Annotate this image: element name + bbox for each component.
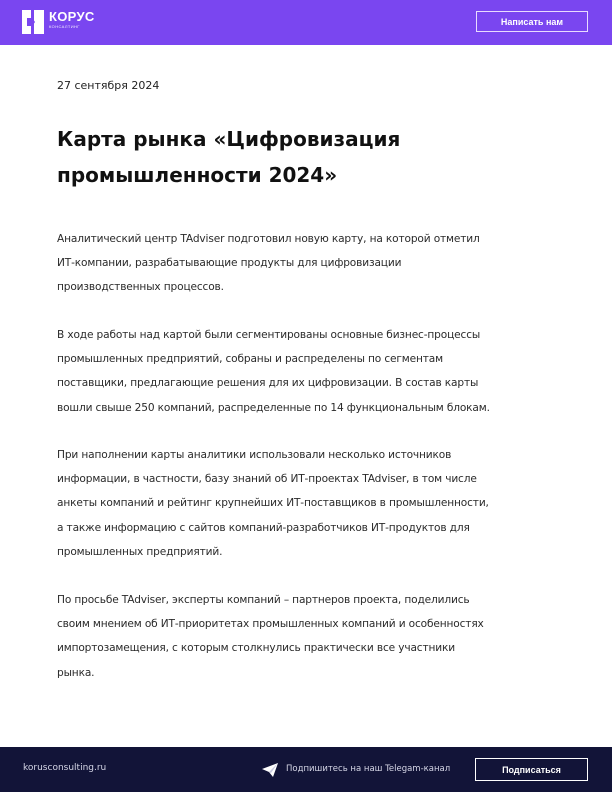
logo-wordmark: КОРУС bbox=[49, 9, 95, 24]
site-header bbox=[0, 0, 612, 45]
site-link[interactable]: korusconsulting.ru bbox=[23, 763, 107, 773]
paragraph-line: По просьбе TAdviser, эксперты компаний – партнеров проекта, поделились bbox=[57, 594, 470, 606]
title-line: Карта рынка «Цифровизация bbox=[57, 127, 401, 151]
paragraph-line: Аналитический центр TAdviser подготовил новую карту, на которой отметил bbox=[57, 233, 480, 245]
paragraph-line: ИТ-компании, разрабатывающие продукты для цифровизации bbox=[57, 257, 402, 270]
article-paragraph-1 bbox=[57, 227, 567, 300]
paragraph-line: своим мнением об ИТ-приоритетах промышленных компаний и особенностях bbox=[57, 618, 484, 631]
paragraph-line: информации, в частности, базу знаний об ИТ-проектах TAdviser, в том числе bbox=[57, 473, 477, 486]
article-paragraph-3 bbox=[57, 443, 567, 564]
subscribe-button[interactable]: Подписаться bbox=[475, 758, 588, 781]
write-us-button[interactable]: Написать нам bbox=[476, 11, 588, 32]
article-paragraph-2 bbox=[57, 323, 567, 420]
paragraph-line: а также информацию с сайтов компаний-разработчиков ИТ-продуктов для bbox=[57, 521, 470, 534]
article-date: 27 сентября 2024 bbox=[57, 79, 160, 92]
title-line: промышленности 2024» bbox=[57, 163, 338, 187]
logo-subtitle: КОНСАЛТИНГ bbox=[49, 24, 80, 29]
site-footer bbox=[0, 747, 612, 792]
paragraph-line: При наполнении карты аналитики использовали несколько источников bbox=[57, 449, 452, 461]
paragraph-line: вошли свыше 250 компаний, распределенные по 14 функциональным блокам. bbox=[57, 401, 490, 414]
article-paragraph-4 bbox=[57, 588, 567, 685]
paragraph-line: поставщики, предлагающие решения для их цифровизации. В состав карты bbox=[57, 377, 479, 390]
telegram-subscribe-link[interactable]: Подпишитесь на наш Telegam-канал bbox=[286, 764, 451, 774]
telegram-paper-plane-icon[interactable] bbox=[262, 763, 278, 777]
paragraph-line: В ходе работы над картой были сегментированы основные бизнес-процессы bbox=[57, 329, 481, 341]
article-title bbox=[57, 121, 537, 193]
paragraph-line: импортозамещения, с которым столкнулись практически все участники bbox=[57, 642, 455, 655]
paragraph-line: анкеты компаний и рейтинг крупнейших ИТ-поставщиков в промышленности, bbox=[57, 497, 489, 510]
paragraph-line: промышленных предприятий. bbox=[57, 545, 223, 558]
korus-logo-icon bbox=[22, 10, 44, 34]
paragraph-line: промышленных предприятий, собраны и распределены по сегментам bbox=[57, 353, 443, 366]
paragraph-line: производственных процессов. bbox=[57, 281, 224, 294]
paragraph-line: рынка. bbox=[57, 666, 95, 679]
korus-logo[interactable] bbox=[22, 10, 95, 34]
